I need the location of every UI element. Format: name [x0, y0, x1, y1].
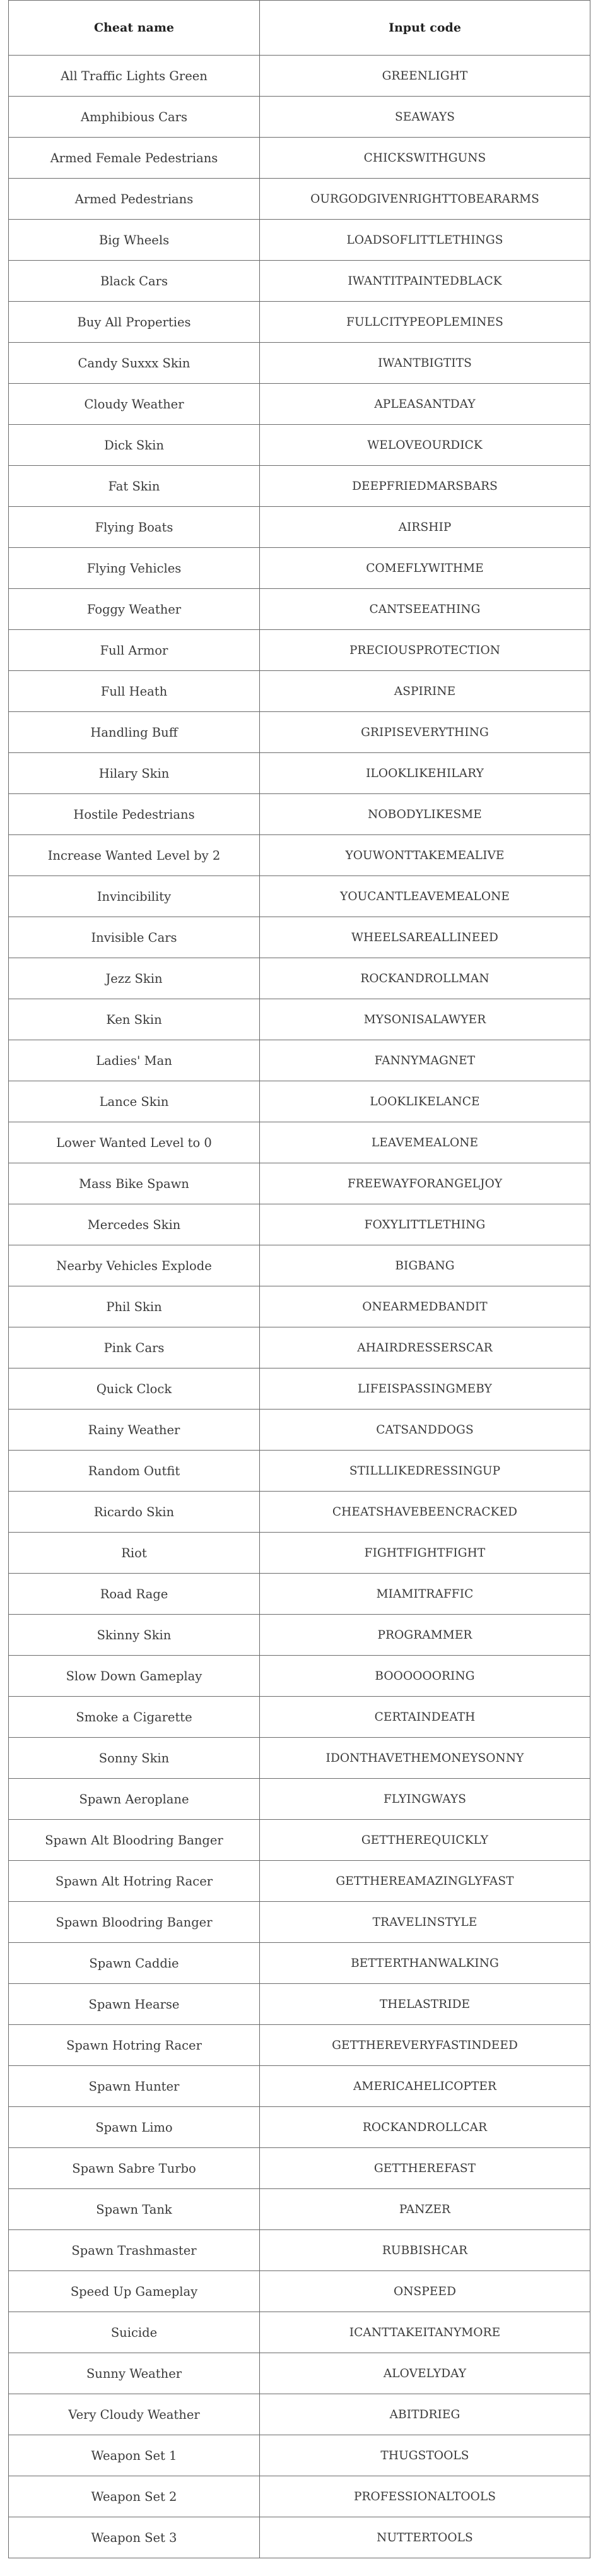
table-row — [9, 1820, 590, 1861]
cheat-name-cell: Weapon Set 3 — [9, 2517, 260, 2558]
cheat-name-cell: Amphibious Cars — [9, 97, 260, 138]
table-row — [9, 56, 590, 97]
table-row — [9, 589, 590, 630]
input-code-cell: NUTTERTOOLS — [260, 2517, 590, 2558]
cheat-name-cell: Riot — [9, 1533, 260, 1574]
table-row — [9, 753, 590, 794]
table-row — [9, 1533, 590, 1574]
cheat-name-cell: Very Cloudy Weather — [9, 2394, 260, 2435]
input-code-cell: ONEARMEDBANDIT — [260, 1286, 590, 1327]
table-row — [9, 1122, 590, 1163]
input-code-cell: AIRSHIP — [260, 507, 590, 548]
cheat-name-cell: Random Outfit — [9, 1451, 260, 1492]
cheat-name-cell: Suicide — [9, 2312, 260, 2353]
header-row — [9, 1, 590, 56]
input-code-cell: ABITDRIEG — [260, 2394, 590, 2435]
input-code-cell: ILOOKLIKEHILARY — [260, 753, 590, 794]
table-row — [9, 2189, 590, 2230]
input-code-cell: IWANTBIGTITS — [260, 343, 590, 384]
table-row — [9, 876, 590, 917]
cheat-name-cell: Handling Buff — [9, 712, 260, 753]
table-row — [9, 1656, 590, 1697]
table-row — [9, 958, 590, 999]
table-row — [9, 794, 590, 835]
table-row — [9, 1779, 590, 1820]
table-row — [9, 425, 590, 466]
input-code-cell: LIFEISPASSINGMEBY — [260, 1368, 590, 1410]
cheat-name-cell: Armed Pedestrians — [9, 179, 260, 220]
column-header-input-code: Input code — [260, 1, 590, 56]
table-row — [9, 507, 590, 548]
input-code-cell: APLEASANTDAY — [260, 384, 590, 425]
table-row — [9, 1451, 590, 1492]
input-code-cell: FREEWAYFORANGELJOY — [260, 1163, 590, 1204]
cheat-name-cell: Armed Female Pedestrians — [9, 138, 260, 179]
table-row — [9, 384, 590, 425]
table-row — [9, 2312, 590, 2353]
cheat-name-cell: Hostile Pedestrians — [9, 794, 260, 835]
input-code-cell: MYSONISALAWYER — [260, 999, 590, 1040]
cheat-name-cell: Spawn Aeroplane — [9, 1779, 260, 1820]
input-code-cell: CHICKSWITHGUNS — [260, 138, 590, 179]
input-code-cell: ROCKANDROLLCAR — [260, 2107, 590, 2148]
input-code-cell: OURGODGIVENRIGHTTOBEARARMS — [260, 179, 590, 220]
input-code-cell: WELOVEOURDICK — [260, 425, 590, 466]
table-row — [9, 1286, 590, 1327]
cheat-name-cell: Invincibility — [9, 876, 260, 917]
cheat-name-cell: Slow Down Gameplay — [9, 1656, 260, 1697]
input-code-cell: BETTERTHANWALKING — [260, 1943, 590, 1984]
cheat-name-cell: Lower Wanted Level to 0 — [9, 1122, 260, 1163]
cheat-name-cell: Spawn Sabre Turbo — [9, 2148, 260, 2189]
cheat-name-cell: Spawn Caddie — [9, 1943, 260, 1984]
table-row — [9, 302, 590, 343]
cheat-name-cell: Lance Skin — [9, 1081, 260, 1122]
input-code-cell: ICANTTAKEITANYMORE — [260, 2312, 590, 2353]
column-header-cheat-name: Cheat name — [9, 1, 260, 56]
input-code-cell: PROFESSIONALTOOLS — [260, 2476, 590, 2517]
cheat-name-cell: Candy Suxxx Skin — [9, 343, 260, 384]
input-code-cell: THUGSTOOLS — [260, 2435, 590, 2476]
table-row — [9, 1492, 590, 1533]
table-row — [9, 220, 590, 261]
table-row — [9, 2435, 590, 2476]
cheat-name-cell: Spawn Hunter — [9, 2066, 260, 2107]
input-code-cell: CANTSEEATHING — [260, 589, 590, 630]
cheat-name-cell: Spawn Alt Hotring Racer — [9, 1861, 260, 1902]
cheat-name-cell: Quick Clock — [9, 1368, 260, 1410]
cheat-name-cell: Full Heath — [9, 671, 260, 712]
cheat-name-cell: Full Armor — [9, 630, 260, 671]
cheat-name-cell: Cloudy Weather — [9, 384, 260, 425]
input-code-cell: GREENLIGHT — [260, 56, 590, 97]
cheat-name-cell: Spawn Tank — [9, 2189, 260, 2230]
input-code-cell: LOADSOFLITTLETHINGS — [260, 220, 590, 261]
cheat-name-cell: Increase Wanted Level by 2 — [9, 835, 260, 876]
input-code-cell: IDONTHAVETHEMONEYSONNY — [260, 1738, 590, 1779]
input-code-cell: BIGBANG — [260, 1245, 590, 1286]
input-code-cell: CATSANDDOGS — [260, 1410, 590, 1451]
cheat-name-cell: Weapon Set 2 — [9, 2476, 260, 2517]
table-row — [9, 2476, 590, 2517]
table-row — [9, 2271, 590, 2312]
table-row — [9, 630, 590, 671]
table-row — [9, 1984, 590, 2025]
table-row — [9, 2517, 590, 2558]
input-code-cell: DEEPFRIEDMARSBARS — [260, 466, 590, 507]
cheat-name-cell: Buy All Properties — [9, 302, 260, 343]
table-row — [9, 1163, 590, 1204]
table-row — [9, 1327, 590, 1368]
cheat-name-cell: Foggy Weather — [9, 589, 260, 630]
table-row — [9, 548, 590, 589]
table-row — [9, 1081, 590, 1122]
table-row — [9, 343, 590, 384]
table-row — [9, 2353, 590, 2394]
input-code-cell: STILLLIKEDRESSINGUP — [260, 1451, 590, 1492]
input-code-cell: MIAMITRAFFIC — [260, 1574, 590, 1615]
input-code-cell: AMERICAHELICOPTER — [260, 2066, 590, 2107]
table-row — [9, 179, 590, 220]
input-code-cell: GETTHEREVERYFASTINDEED — [260, 2025, 590, 2066]
input-code-cell: ASPIRINE — [260, 671, 590, 712]
input-code-cell: FANNYMAGNET — [260, 1040, 590, 1081]
cheat-name-cell: Ladies' Man — [9, 1040, 260, 1081]
cheat-name-cell: Big Wheels — [9, 220, 260, 261]
cheat-codes-table — [8, 0, 590, 2558]
input-code-cell: WHEELSAREALLINEED — [260, 917, 590, 958]
input-code-cell: GETTHEREAMAZINGLYFAST — [260, 1861, 590, 1902]
table-row — [9, 2148, 590, 2189]
input-code-cell: FULLCITYPEOPLEMINES — [260, 302, 590, 343]
input-code-cell: PRECIOUSPROTECTION — [260, 630, 590, 671]
cheat-name-cell: Dick Skin — [9, 425, 260, 466]
table-row — [9, 835, 590, 876]
table-row — [9, 261, 590, 302]
cheat-name-cell: Spawn Bloodring Banger — [9, 1902, 260, 1943]
cheat-name-cell: Pink Cars — [9, 1327, 260, 1368]
cheat-name-cell: Flying Vehicles — [9, 548, 260, 589]
cheat-name-cell: Fat Skin — [9, 466, 260, 507]
cheat-name-cell: Road Rage — [9, 1574, 260, 1615]
input-code-cell: YOUWONTTAKEMEALIVE — [260, 835, 590, 876]
input-code-cell: BOOOOOORING — [260, 1656, 590, 1697]
table-row — [9, 671, 590, 712]
table-row — [9, 1615, 590, 1656]
table-row — [9, 1738, 590, 1779]
cheat-name-cell: All Traffic Lights Green — [9, 56, 260, 97]
input-code-cell: FIGHTFIGHTFIGHT — [260, 1533, 590, 1574]
input-code-cell: ONSPEED — [260, 2271, 590, 2312]
cheat-name-cell: Sonny Skin — [9, 1738, 260, 1779]
table-header — [9, 1, 590, 56]
cheat-name-cell: Jezz Skin — [9, 958, 260, 999]
input-code-cell: NOBODYLIKESME — [260, 794, 590, 835]
cheat-name-cell: Black Cars — [9, 261, 260, 302]
input-code-cell: ROCKANDROLLMAN — [260, 958, 590, 999]
table-row — [9, 999, 590, 1040]
table-body — [9, 56, 590, 2558]
table-row — [9, 1574, 590, 1615]
table-row — [9, 1368, 590, 1410]
cheat-name-cell: Spawn Trashmaster — [9, 2230, 260, 2271]
input-code-cell: RUBBISHCAR — [260, 2230, 590, 2271]
cheat-name-cell: Ken Skin — [9, 999, 260, 1040]
cheat-name-cell: Spawn Hearse — [9, 1984, 260, 2025]
cheat-name-cell: Speed Up Gameplay — [9, 2271, 260, 2312]
cheat-name-cell: Smoke a Cigarette — [9, 1697, 260, 1738]
cheat-name-cell: Skinny Skin — [9, 1615, 260, 1656]
cheat-name-cell: Phil Skin — [9, 1286, 260, 1327]
table-row — [9, 1040, 590, 1081]
input-code-cell: FLYINGWAYS — [260, 1779, 590, 1820]
cheat-name-cell: Sunny Weather — [9, 2353, 260, 2394]
table-row — [9, 2025, 590, 2066]
cheat-name-cell: Weapon Set 1 — [9, 2435, 260, 2476]
input-code-cell: IWANTITPAINTEDBLACK — [260, 261, 590, 302]
input-code-cell: GRIPISEVERYTHING — [260, 712, 590, 753]
input-code-cell: GETTHEREQUICKLY — [260, 1820, 590, 1861]
table-row — [9, 712, 590, 753]
table-row — [9, 2107, 590, 2148]
table-row — [9, 2066, 590, 2107]
table-row — [9, 1943, 590, 1984]
cheat-name-cell: Hilary Skin — [9, 753, 260, 794]
table-row — [9, 917, 590, 958]
cheat-name-cell: Mass Bike Spawn — [9, 1163, 260, 1204]
table-row — [9, 466, 590, 507]
cheat-name-cell: Spawn Alt Bloodring Banger — [9, 1820, 260, 1861]
table-row — [9, 1410, 590, 1451]
input-code-cell: LEAVEMEALONE — [260, 1122, 590, 1163]
input-code-cell: CHEATSHAVEBEENCRACKED — [260, 1492, 590, 1533]
input-code-cell: FOXYLITTLETHING — [260, 1204, 590, 1245]
input-code-cell: ALOVELYDAY — [260, 2353, 590, 2394]
table-row — [9, 1245, 590, 1286]
table-row — [9, 138, 590, 179]
input-code-cell: COMEFLYWITHME — [260, 548, 590, 589]
table-row — [9, 1861, 590, 1902]
input-code-cell: SEAWAYS — [260, 97, 590, 138]
input-code-cell: AHAIRDRESSERSCAR — [260, 1327, 590, 1368]
input-code-cell: YOUCANTLEAVEMEALONE — [260, 876, 590, 917]
input-code-cell: CERTAINDEATH — [260, 1697, 590, 1738]
input-code-cell: PANZER — [260, 2189, 590, 2230]
input-code-cell: PROGRAMMER — [260, 1615, 590, 1656]
input-code-cell: GETTHEREFAST — [260, 2148, 590, 2189]
input-code-cell: LOOKLIKELANCE — [260, 1081, 590, 1122]
cheat-name-cell: Nearby Vehicles Explode — [9, 1245, 260, 1286]
cheat-name-cell: Mercedes Skin — [9, 1204, 260, 1245]
table-row — [9, 1902, 590, 1943]
table-row — [9, 1204, 590, 1245]
table-row — [9, 2394, 590, 2435]
input-code-cell: TRAVELINSTYLE — [260, 1902, 590, 1943]
table-row — [9, 1697, 590, 1738]
cheat-name-cell: Ricardo Skin — [9, 1492, 260, 1533]
table-row — [9, 2230, 590, 2271]
cheat-name-cell: Flying Boats — [9, 507, 260, 548]
cheat-name-cell: Spawn Hotring Racer — [9, 2025, 260, 2066]
cheat-name-cell: Invisible Cars — [9, 917, 260, 958]
input-code-cell: THELASTRIDE — [260, 1984, 590, 2025]
table-row — [9, 97, 590, 138]
cheat-name-cell: Spawn Limo — [9, 2107, 260, 2148]
cheat-name-cell: Rainy Weather — [9, 1410, 260, 1451]
